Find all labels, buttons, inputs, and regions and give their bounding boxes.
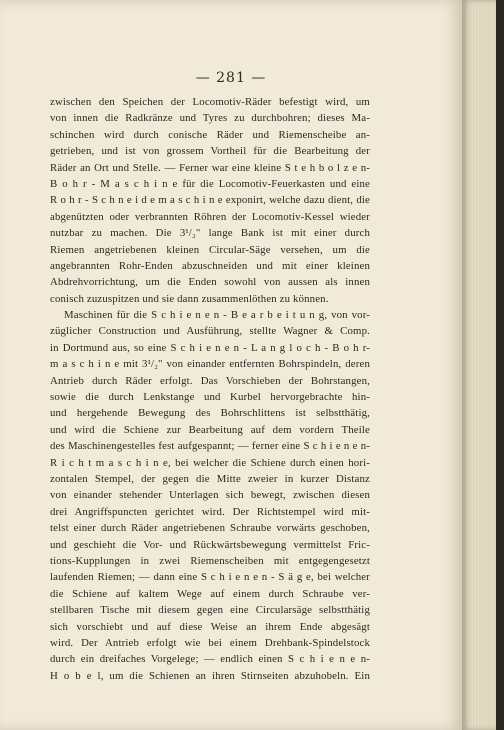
text-line: getrieben, und ist von grossem Vortheil für die Bearbeitung der <box>50 145 370 158</box>
text-line: sowie die durch Lenkstange und Kurbel hervorgebrachte hin- <box>50 391 370 404</box>
text-line: in Dortmund aus, so eine S c h i e n e n - L a n g l o c h - B o h r- <box>50 341 370 354</box>
text-line: zwischen den Speichen der Locomotiv-Räder befestigt wird, um <box>50 96 370 108</box>
text-line: durch ein dreifaches Vorgelege; — endlich einen S c h i e n e n- <box>50 653 370 666</box>
text-line: H o b e l, um die Schienen an ihren Stirnseiten abzuhobeln. Ein <box>50 669 370 682</box>
text-line: B o h r - M a s c h i n e für die Locomotiv-Feuerkasten und eine <box>50 177 370 190</box>
text-line: die Schiene auf kaltem Wege auf einem durch Schraube ver- <box>50 587 370 600</box>
text-line: Maschinen für die S c h i e n e n - B e a r b e i t u n g, von vor- <box>64 309 370 322</box>
background-edge <box>496 0 504 730</box>
text-line: laufenden Riemen; — dann eine S c h i e n e n - S ä g e, bei welcher <box>50 571 370 584</box>
text-line: stellbaren Tische mit diesem gegen eine Circularsäge selbstthätig <box>50 604 370 617</box>
text-line: Riemen angetriebenen kleinen Circular-Säge versehen, um die <box>50 243 370 256</box>
text-line: Räder an Ort und Stelle. — Ferner war eine kleine S t e h b o l z e n- <box>50 161 370 174</box>
text-line: von innen die Radkränze und Tyres zu durchbohren; dieses Ma- <box>50 112 370 125</box>
text-line: züglicher Construction und Ausführung, stellte Wagner & Comp. <box>50 325 370 338</box>
page-number-header: — 281 — <box>195 70 267 86</box>
text-line: und hergehende Bewegung des Bohrschlittens ist selbstthätig, <box>50 407 370 420</box>
text-line: conisch zuzuspitzen und sie dann zusammenlöthen zu können. <box>50 292 329 305</box>
text-line: Antrieb durch Räder erfolgt. Das Vorschieben der Bohrstangen, <box>50 374 370 387</box>
text-line: zontalen Stempel, der gegen die Mitte zweier in kurzer Distanz <box>50 472 370 485</box>
text-line: schinchen wird durch conische Räder und Riemenscheibe an- <box>50 128 370 141</box>
text-line: und geschieht die Vor- und Rückwärtsbewegung vermittelst Fric- <box>50 538 370 551</box>
text-line: telst einer durch Räder angetriebenen Schraube vorwärts geschoben, <box>50 522 370 535</box>
text-line: Abdrehvorrichtung, um die Enden sowohl von aussen als innen <box>50 276 370 289</box>
text-line: und wird die Schiene zur Bearbeitung auf dem vordern Theile <box>50 423 370 436</box>
text-line: tions-Kupplungen in zwei Riemenscheiben mit entgegengesetzt <box>50 554 370 567</box>
text-line: R o h r - S c h n e i d e m a s c h i n e exponirt, welche dazu dient, die <box>50 194 370 207</box>
text-line: abgenützten oder verbrannten Röhren der Locomotiv-Kessel wieder <box>50 210 370 223</box>
text-line: wird. Der Antrieb erfolgt wie bei einem Drehbank-Spindelstock <box>50 636 370 649</box>
text-line: angebrannten Rohr-Enden abzuschneiden und mit einer kleinen <box>50 259 370 272</box>
text-line: des Maschinengestelles fest aufgespannt; — ferner eine S c h i e n e n- <box>50 440 370 453</box>
text-line: drei Angriffspuncten gerichtet wird. Der Richtstempel wird mit- <box>50 505 370 518</box>
text-line: nutzbar zu machen. Die 3¹/₂" lange Bank ist mit einer durch <box>50 227 370 240</box>
text-line: R i c h t m a s c h i n e, bei welcher die Schiene durch einen hori- <box>50 456 370 469</box>
body-text <box>50 94 370 684</box>
text-line: m a s c h i n e mit 3¹/₂" von einander entfernten Bohrspindeln, deren <box>50 358 370 371</box>
text-line: sich vorschiebt und auf diese Weise an ihrem Ende abgesägt <box>50 620 370 633</box>
text-line: von einander stehender Unterlagen sich bewegt, zwischen diesen <box>50 489 370 502</box>
